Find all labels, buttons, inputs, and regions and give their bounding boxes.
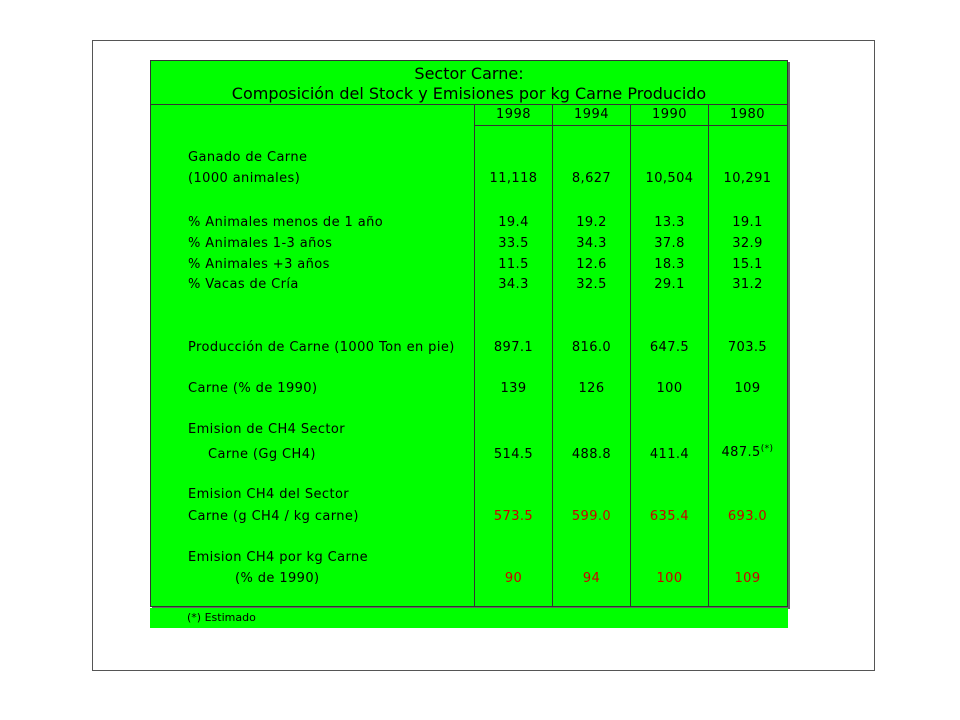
row-label: % Animales +3 años	[188, 257, 330, 272]
cell-value: 411.4	[649, 447, 690, 462]
cell-value-highlight: 100	[656, 571, 683, 586]
cell-value-estimated	[709, 445, 786, 462]
cell-value-highlight: 94	[582, 571, 601, 586]
row-label: Carne (Gg CH4)	[208, 447, 316, 462]
cell-value: 897.1	[493, 340, 534, 355]
row-label: % Animales menos de 1 año	[188, 215, 384, 230]
data-table	[150, 60, 788, 607]
cell-value: 488.8	[571, 447, 612, 462]
row-label: Carne (% de 1990)	[188, 381, 318, 396]
cell-value: 100	[656, 381, 683, 396]
cell-value: 31.2	[732, 277, 763, 292]
cell-value: 18.3	[654, 257, 685, 272]
cell-value: 8,627	[571, 171, 612, 186]
cell-value: 34.3	[498, 277, 529, 292]
row-label: Ganado de Carne	[188, 150, 308, 165]
cell-value: 109	[734, 381, 761, 396]
row-label: % Vacas de Cría	[188, 277, 299, 292]
cell-value-highlight: 109	[734, 571, 761, 586]
footnote-mark: (*)	[760, 444, 774, 454]
cell-value-highlight: 599.0	[571, 509, 612, 524]
footnote-bar	[150, 608, 788, 628]
cell-value: 13.3	[654, 215, 685, 230]
cell-value: 37.8	[654, 236, 685, 251]
row-label: Emision CH4 del Sector	[188, 487, 350, 502]
cell-value: 514.5	[493, 447, 534, 462]
cell-value: 647.5	[649, 340, 690, 355]
cell-value: 12.6	[576, 257, 607, 272]
cell-value-highlight: 573.5	[493, 509, 534, 524]
year-header-1980: 1980	[729, 107, 766, 122]
row-label: (1000 animales)	[188, 171, 301, 186]
cell-value: 34.3	[576, 236, 607, 251]
cell-value: 487.5	[721, 445, 761, 460]
cell-value: 33.5	[498, 236, 529, 251]
cell-value-highlight: 90	[504, 571, 523, 586]
year-header-1994: 1994	[573, 107, 610, 122]
cell-value: 19.2	[576, 215, 607, 230]
cell-value: 139	[500, 381, 527, 396]
cell-value: 11,118	[489, 171, 538, 186]
year-header-1998: 1998	[495, 107, 532, 122]
cell-value: 10,504	[645, 171, 694, 186]
cell-value: 29.1	[654, 277, 685, 292]
cell-value-highlight: 693.0	[727, 509, 768, 524]
row-label: Carne (g CH4 / kg carne)	[188, 509, 359, 524]
cell-value: 703.5	[727, 340, 768, 355]
table-title	[151, 61, 787, 105]
cell-value: 15.1	[732, 257, 763, 272]
row-label: Emision de CH4 Sector	[188, 422, 346, 437]
row-label: Emision CH4 por kg Carne	[188, 550, 369, 565]
row-label: (% de 1990)	[235, 571, 320, 586]
cell-value: 816.0	[571, 340, 612, 355]
cell-value: 11.5	[498, 257, 529, 272]
footnote-text: (*) Estimado	[187, 611, 256, 624]
row-label: % Animales 1-3 años	[188, 236, 333, 251]
cell-value: 126	[578, 381, 605, 396]
header-divider	[474, 125, 787, 126]
cell-value: 32.9	[732, 236, 763, 251]
row-label: Producción de Carne (1000 Ton en pie)	[188, 340, 455, 355]
cell-value-highlight: 635.4	[649, 509, 690, 524]
cell-value: 19.4	[498, 215, 529, 230]
year-header-1990: 1990	[651, 107, 688, 122]
title-line-2: Composición del Stock y Emisiones por kg Carne Producido	[231, 84, 707, 103]
cell-value: 19.1	[732, 215, 763, 230]
cell-value: 32.5	[576, 277, 607, 292]
title-line-1: Sector Carne:	[414, 64, 524, 83]
cell-value: 10,291	[723, 171, 772, 186]
